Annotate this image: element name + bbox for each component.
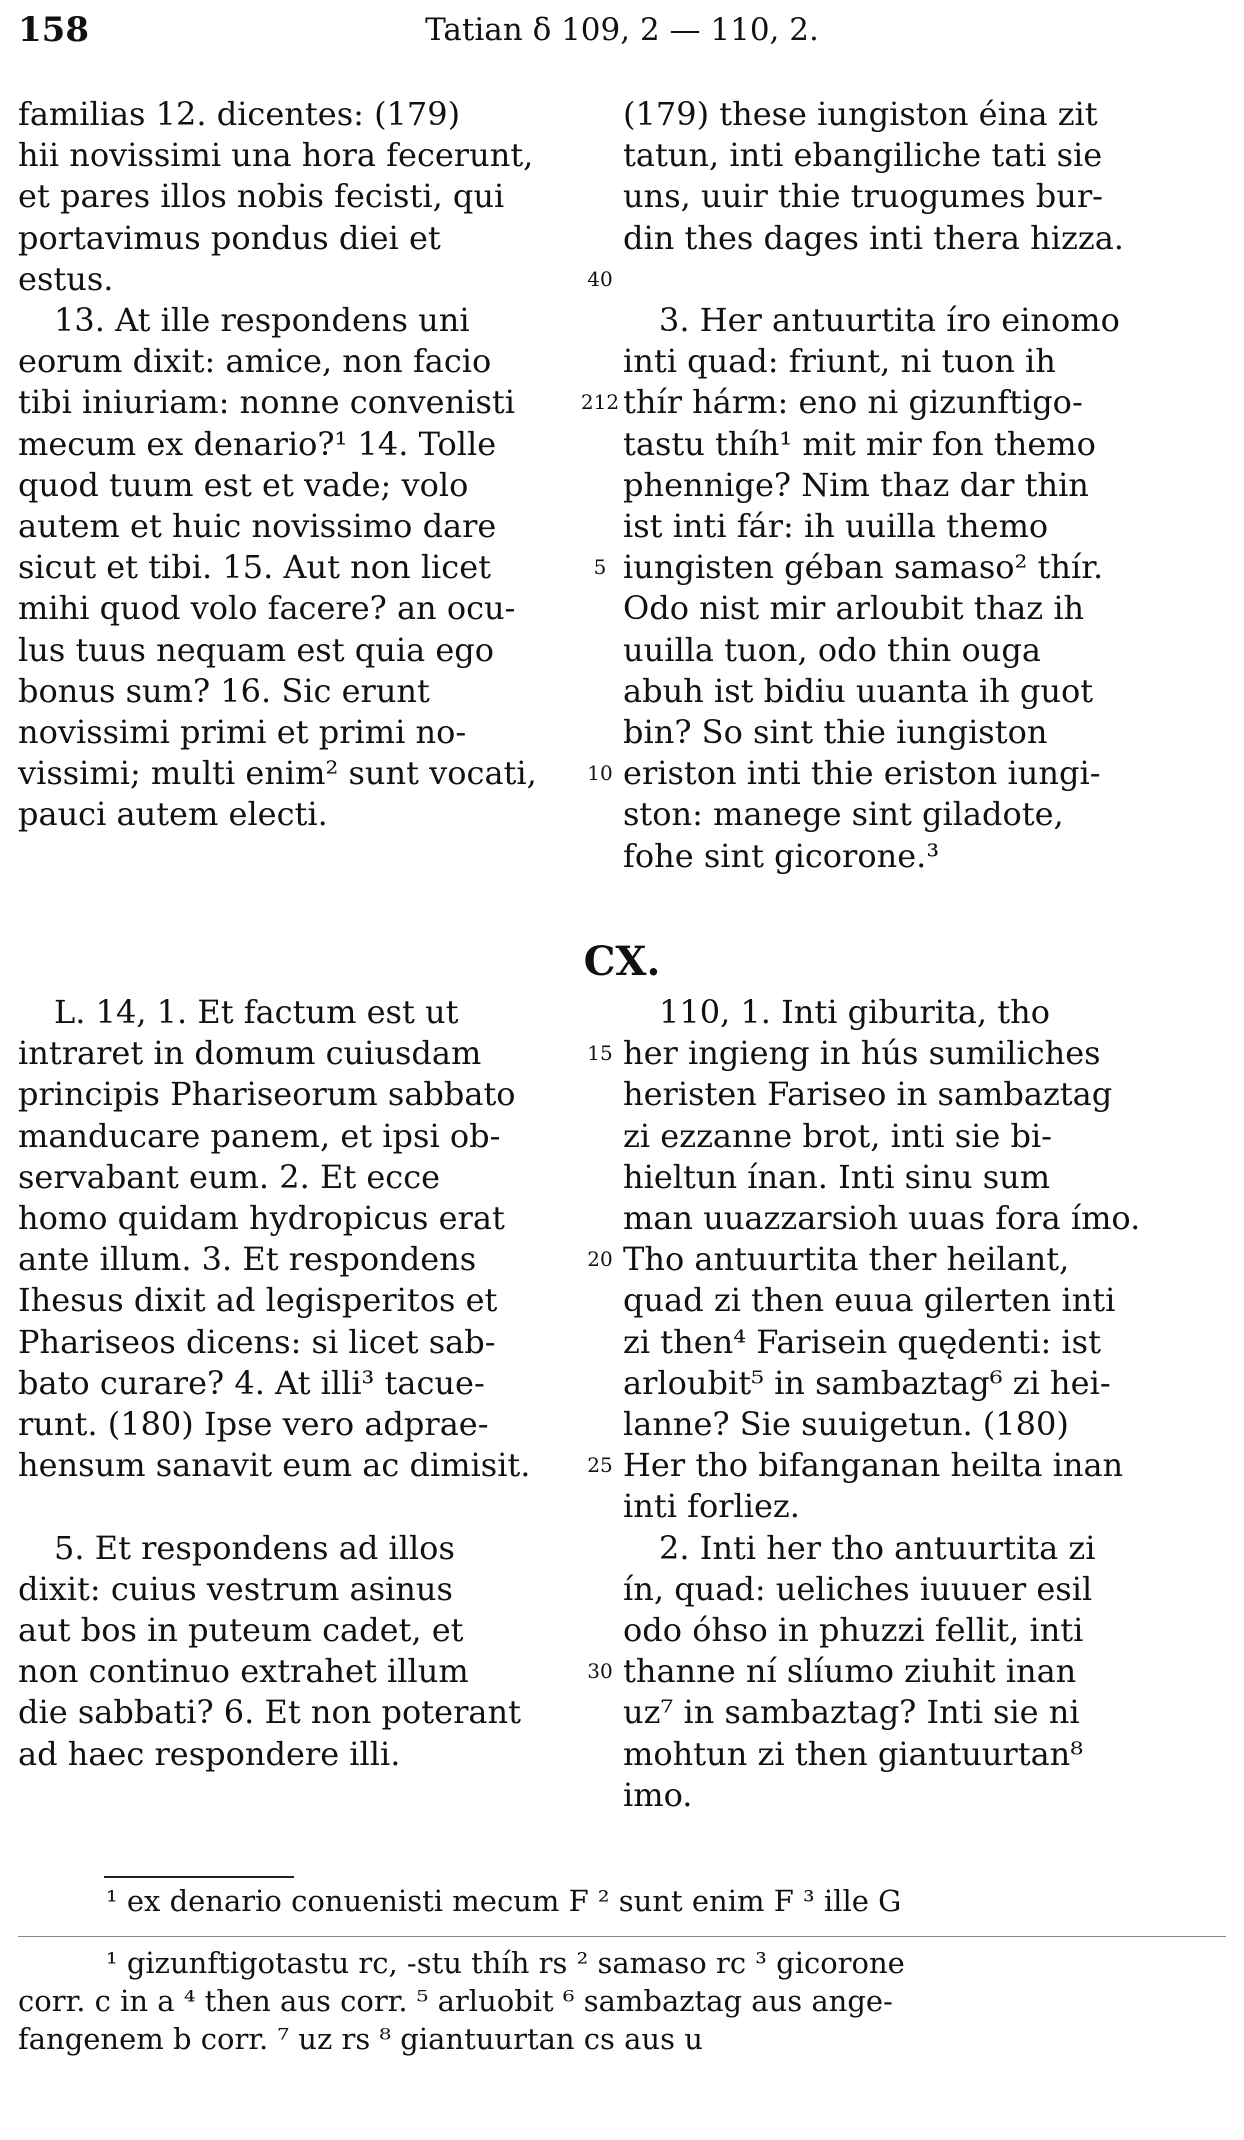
text-line: die sabbati? 6. Et non poterant — [18, 1693, 521, 1732]
latin-column-top — [18, 94, 578, 836]
text-line: uuilla tuon, odo thin ouga — [623, 630, 1041, 669]
text-line: 2. Inti her tho antuurtita zi — [659, 1528, 1096, 1567]
footnotes-latin: ¹ ex denario conuenisti mecum F ² sunt enim F ³ ille G — [106, 1884, 902, 1918]
text-line: L. 14, 1. Et factum est ut — [54, 993, 459, 1031]
footnotes-german-line-3: fangenem b corr. ⁷ uz rs ⁸ giantuurtan cs aus u — [18, 2022, 703, 2056]
text-line: ist inti fár: ih uuilla themo — [623, 507, 1049, 546]
text-line: bonus sum? 16. Sic erunt — [18, 671, 430, 710]
text-line: et pares illos nobis fecisti, qui — [18, 177, 505, 216]
text-line: bato curare? 4. At illi³ tacue- — [18, 1363, 485, 1402]
text-line: quod tuum est et vade; volo — [18, 465, 469, 504]
text-line: phennige? Nim thaz dar thin — [623, 465, 1089, 504]
text-line: mihi quod volo facere? an ocu- — [18, 589, 516, 628]
text-line: thanne ní slíumo ziuhit inan — [623, 1652, 1077, 1691]
text-line: zi then⁴ Farisein quędenti: ist — [623, 1322, 1101, 1361]
section-title: CX. — [583, 938, 661, 985]
text-line: hieltun ínan. Inti sinu sum — [623, 1157, 1051, 1196]
line-number: 212 — [580, 390, 620, 415]
text-line: her ingieng in hús sumiliches — [623, 1034, 1101, 1073]
text-line — [18, 1486, 578, 1527]
text-line: heristen Fariseo in sambaztag — [623, 1075, 1113, 1114]
text-line: principis Phariseorum sabbato — [18, 1075, 516, 1114]
text-line: (179) these iungiston éina zit — [623, 95, 1098, 133]
text-line: uz⁷ in sambaztag? Inti sie ni — [623, 1693, 1080, 1732]
text-line: inti forliez. — [623, 1487, 800, 1526]
text-line: autem et huic novissimo dare — [18, 507, 497, 546]
text-line: hensum sanavit eum ac dimisit. — [18, 1446, 531, 1485]
text-line: tastu thíh¹ mit mir fon themo — [623, 424, 1096, 463]
text-line: Odo nist mir arloubit thaz ih — [623, 589, 1085, 628]
footnote-rule-latin — [104, 1876, 294, 1878]
line-number: 15 — [587, 1041, 613, 1066]
text-line: mecum ex denario?¹ 14. Tolle — [18, 424, 497, 463]
footnotes-german-line-2: corr. c in a ⁴ then aus corr. ⁵ arluobit ⁶ sambaztag aus ange- — [18, 1984, 893, 2018]
text-line: fohe sint gicorone.³ — [623, 836, 940, 875]
text-line: dixit: cuius vestrum asinus — [18, 1569, 453, 1608]
line-number: 25 — [587, 1453, 613, 1478]
text-line: mohtun zi then giantuurtan⁸ — [623, 1734, 1084, 1773]
latin-column-bottom — [18, 992, 578, 1775]
text-line: ad haec respondere illi. — [18, 1734, 401, 1773]
text-line: intraret in domum cuiusdam — [18, 1034, 482, 1073]
footnotes-german-line-1: ¹ gizunftigotastu rc, -stu thíh rs ² samaso rc ³ gicorone — [106, 1946, 905, 1980]
text-line: sicut et tibi. 15. Aut non licet — [18, 548, 491, 587]
text-line: imo. — [623, 1775, 693, 1814]
text-line: iungisten géban samaso² thír. — [623, 548, 1104, 587]
text-line: hii novissimi una hora fecerunt, — [18, 136, 534, 175]
text-line: bin? So sint thie iungiston — [623, 713, 1048, 752]
text-line: homo quidam hydropicus erat — [18, 1199, 505, 1238]
text-line: portavimus pondus diei et — [18, 218, 441, 257]
text-line: arloubit⁵ in sambaztag⁶ zi hei- — [623, 1363, 1111, 1402]
text-line: ston: manege sint giladote, — [623, 795, 1064, 834]
german-column-top — [623, 94, 1183, 877]
text-line: thír hárm: eno ni gizunftigo- — [623, 383, 1083, 422]
text-line: uns, uuir thie truogumes bur- — [623, 177, 1103, 216]
text-line: lus tuus nequam est quia ego — [18, 630, 494, 669]
text-line: Phariseos dicens: si licet sab- — [18, 1322, 496, 1361]
text-line: Tho antuurtita ther heilant, — [623, 1240, 1070, 1279]
text-line: eorum dixit: amice, non facio — [18, 342, 492, 381]
text-line: pauci autem electi. — [18, 795, 328, 834]
text-line: quad zi then euua gilerten inti — [623, 1281, 1116, 1320]
text-line: tatun, inti ebangiliche tati sie — [623, 136, 1103, 175]
text-line: Her tho bifanganan heilta inan — [623, 1446, 1124, 1485]
line-number: 5 — [593, 555, 607, 580]
text-line: 3. Her antuurtita íro einomo — [659, 301, 1120, 340]
text-line: runt. (180) Ipse vero adprae- — [18, 1405, 489, 1444]
text-line: man uuazzarsioh uuas fora ímo. — [623, 1199, 1141, 1238]
text-line: din thes dages inti thera hizza. — [623, 218, 1124, 257]
german-column-bottom — [623, 992, 1183, 1816]
text-line: familias 12. dicentes: (179) — [18, 95, 461, 133]
text-line: 5. Et respondens ad illos — [54, 1528, 455, 1567]
text-line: eriston inti thie eriston iungi- — [623, 754, 1101, 793]
text-line: aut bos in puteum cadet, et — [18, 1611, 464, 1650]
text-line: ante illum. 3. Et respondens — [18, 1240, 477, 1279]
page-number: 158 — [18, 10, 89, 50]
text-line: 13. At ille respondens uni — [54, 301, 470, 340]
text-line: zi ezzanne brot, inti sie bi- — [623, 1116, 1052, 1155]
text-line: estus. — [18, 259, 114, 298]
text-line — [623, 259, 1183, 300]
line-number: 30 — [587, 1659, 613, 1684]
footnote-divider — [18, 1936, 1226, 1937]
text-line: abuh ist bidiu uuanta ih guot — [623, 671, 1094, 710]
text-line: ín, quad: ueliches iuuuer esil — [623, 1569, 1093, 1608]
running-title: Tatian δ 109, 2 — 110, 2. — [425, 12, 819, 48]
text-line: inti quad: friunt, ni tuon ih — [623, 342, 1056, 381]
text-line: tibi iniuriam: nonne convenisti — [18, 383, 515, 422]
text-line: non continuo extrahet illum — [18, 1652, 469, 1691]
text-line: servabant eum. 2. Et ecce — [18, 1157, 441, 1196]
text-line: novissimi primi et primi no- — [18, 713, 467, 752]
text-line: 110, 1. Inti giburita, tho — [659, 993, 1050, 1031]
line-number: 10 — [587, 761, 613, 786]
text-line: vissimi; multi enim² sunt vocati, — [18, 754, 537, 793]
text-line: manducare panem, et ipsi ob- — [18, 1116, 501, 1155]
line-number: 20 — [587, 1247, 613, 1272]
text-line: odo óhso in phuzzi fellit, inti — [623, 1611, 1084, 1650]
page-header — [18, 10, 1226, 56]
line-number: 40 — [587, 266, 613, 291]
text-line: lanne? Sie suuigetun. (180) — [623, 1405, 1069, 1444]
text-line: Ihesus dixit ad legisperitos et — [18, 1281, 498, 1320]
